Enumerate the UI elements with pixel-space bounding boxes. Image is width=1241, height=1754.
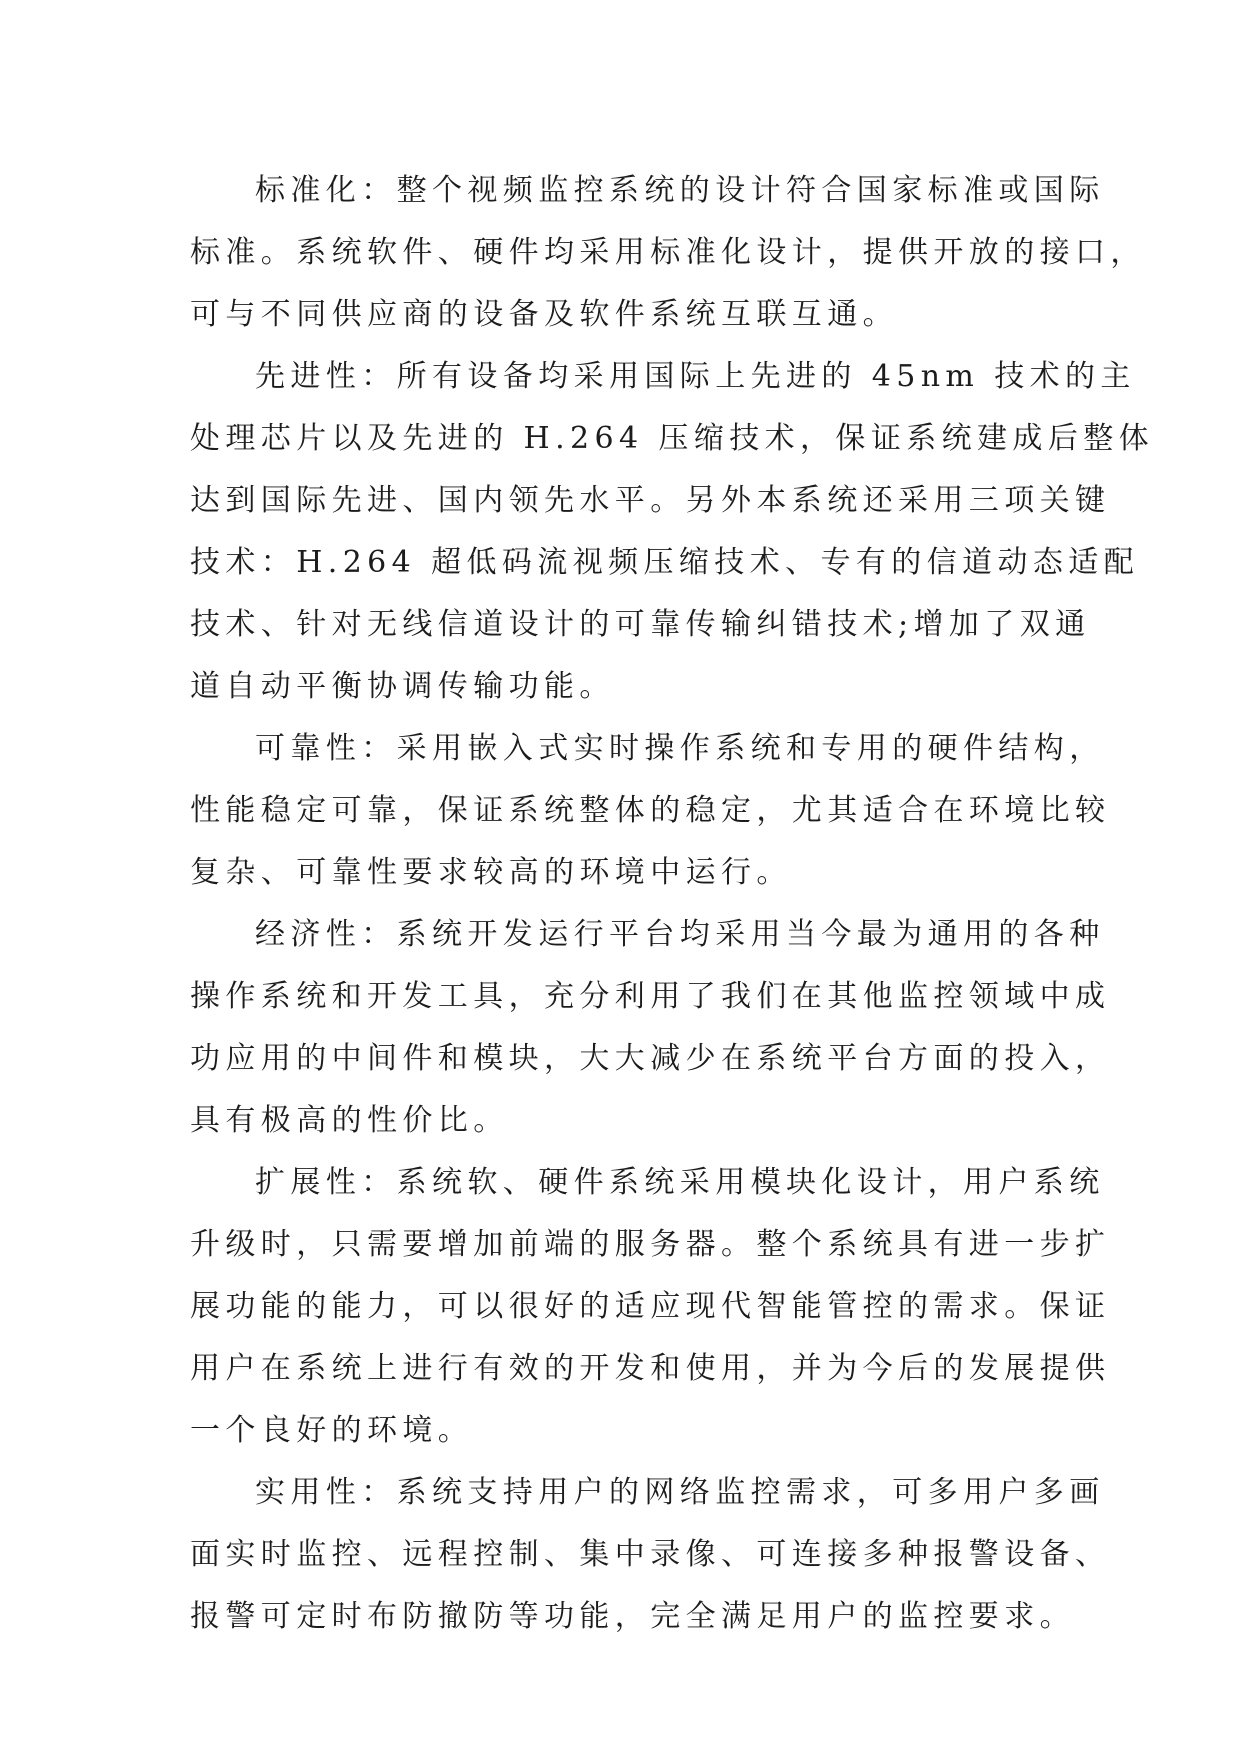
paragraph-line: 可与不同供应商的设备及软件系统互联互通。 [190, 297, 898, 332]
paragraph-line: 技术、针对无线信道设计的可靠传输纠错技术;增加了双通 [190, 607, 1091, 642]
paragraph-line: 可靠性：采用嵌入式实时操作系统和专用的硬件结构， [255, 731, 1105, 766]
paragraph-line: 报警可定时布防撤防等功能，完全满足用户的监控要求。 [190, 1599, 1075, 1634]
paragraph-line: 操作系统和开发工具，充分利用了我们在其他监控领域中成 [190, 979, 1111, 1014]
paragraph-line: 用户在系统上进行有效的开发和使用，并为今后的发展提供 [190, 1351, 1111, 1386]
paragraph-standardization [190, 160, 1146, 346]
paragraph-line: 展功能的能力，可以很好的适应现代智能管控的需求。保证 [190, 1289, 1111, 1324]
paragraph-reliability [190, 718, 1111, 904]
paragraph-line: 功应用的中间件和模块，大大减少在系统平台方面的投入， [190, 1041, 1111, 1076]
paragraph-line: 标准化：整个视频监控系统的设计符合国家标准或国际 [255, 173, 1105, 208]
paragraph-line: 实用性：系统支持用户的网络监控需求，可多用户多画 [255, 1475, 1105, 1510]
paragraph-line: 标准。系统软件、硬件均采用标准化设计，提供开放的接口， [190, 235, 1146, 270]
paragraph-line: 性能稳定可靠，保证系统整体的稳定，尤其适合在环境比较 [190, 793, 1111, 828]
paragraph-line: 升级时，只需要增加前端的服务器。整个系统具有进一步扩 [190, 1227, 1111, 1262]
paragraph-line: 处理芯片以及先进的 H.264 压缩技术，保证系统建成后整体 [190, 421, 1155, 456]
paragraph-line: 具有极高的性价比。 [190, 1103, 509, 1138]
document-body [190, 160, 1155, 1648]
paragraph-line: 先进性：所有设备均采用国际上先进的 45nm 技术的主 [255, 359, 1136, 394]
paragraph-extensibility [190, 1152, 1111, 1462]
paragraph-line: 经济性：系统开发运行平台均采用当今最为通用的各种 [255, 917, 1105, 952]
paragraph-line: 达到国际先进、国内领先水平。另外本系统还采用三项关键 [190, 483, 1111, 518]
paragraph-line: 一个良好的环境。 [190, 1413, 474, 1448]
paragraph-practicality [190, 1462, 1111, 1648]
paragraph-line: 面实时监控、远程控制、集中录像、可连接多种报警设备、 [190, 1537, 1111, 1572]
paragraph-line: 技术：H.264 超低码流视频压缩技术、专有的信道动态适配 [190, 545, 1140, 580]
paragraph-line: 道自动平衡协调传输功能。 [190, 669, 615, 704]
paragraph-line: 扩展性：系统软、硬件系统采用模块化设计，用户系统 [255, 1165, 1105, 1200]
paragraph-line: 复杂、可靠性要求较高的环境中运行。 [190, 855, 792, 890]
paragraph-advancement [190, 346, 1155, 718]
paragraph-economy [190, 904, 1111, 1152]
